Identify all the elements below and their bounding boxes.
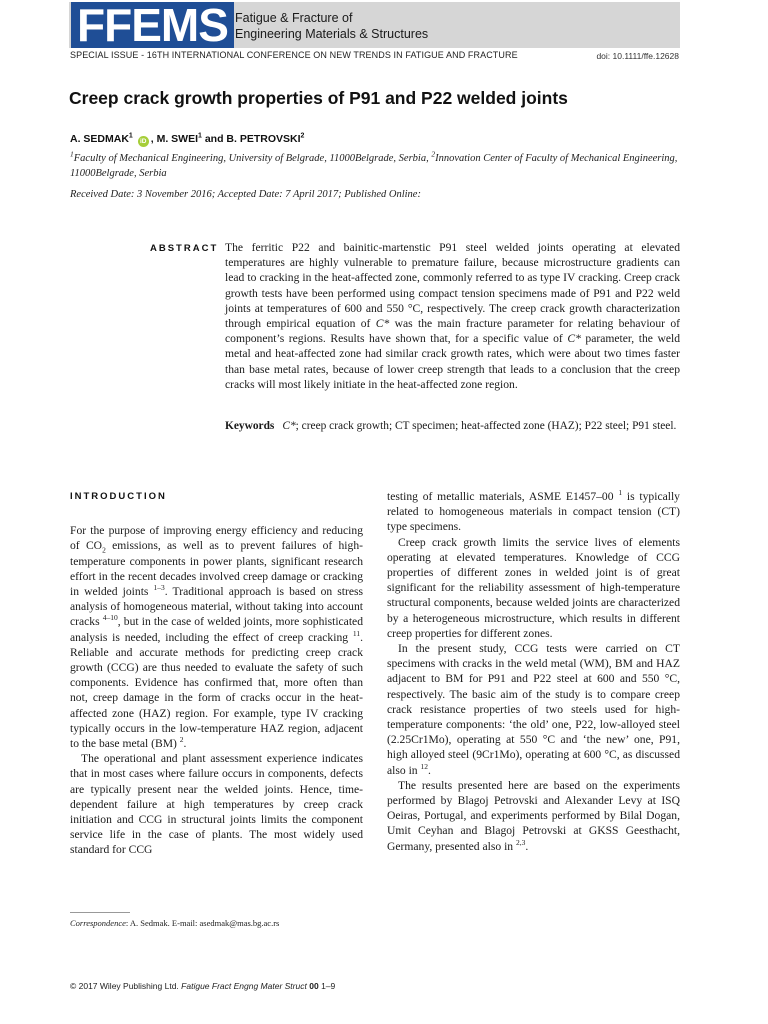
intro-paragraph-4	[387, 641, 680, 778]
journal-name-line1: Fatigue & Fracture of	[235, 11, 353, 25]
left-column	[70, 489, 363, 858]
keyword-c-star: C*	[282, 420, 296, 432]
c-star: C*	[567, 332, 581, 346]
text-run: , but in the case of welded joints, more sophisticated analysis is needed, including the effect of creep cracking	[70, 615, 363, 644]
text-run: is typically related to homogeneous materials in compact tension (CT) type specimens.	[387, 490, 680, 534]
abstract-part-1: The ferritic P22 and bainitic-martenstic P91 steel welded joints operating at elevated temperatures are highly vulnerable to premature failure, because microstructure gradients can lead to cracking in the heat-affected zone, commonly referred to as type IV cracking. Creep crack growth tests have been performed using compact tension specimens made of P91 and P22 weld joints at temperatures of 600 and 550 °C, respectively. The creep crack growth characterization through empirical equation of	[225, 241, 680, 331]
keywords-label: Keywords	[225, 420, 275, 432]
affil-marker-2: 2	[431, 149, 436, 159]
citation-ref[interactable]: 2	[179, 735, 184, 745]
intro-paragraph-2-continued	[387, 489, 680, 535]
author-petrovski-affil: 2	[300, 132, 305, 140]
intro-paragraph-3: Creep crack growth limits the service lives of elements operating at elevated temperatures. Knowledge of CCG properties of different zones in welded joint is of great significant for the reliability assessment of high-temperature structural components, because welded joints are characterized by a heterogeneous microstructure, which results in different creep properties for different zones.	[387, 535, 680, 640]
intro-paragraph-5	[387, 778, 680, 854]
abstract-part-2: was the main fracture parameter for relating behaviour of component’s regions. Results have shown that, for a specific value of	[225, 317, 680, 346]
text-run: For the purpose of improving energy efficiency and reducing of CO	[70, 524, 363, 553]
abstract-part-3: parameter, the weld metal and heat-affected zone had similar crack growth rates, which were about two times faster than base metal rates, because of lower creep strength that leads to a conclusion that the creep cracks will most likely initiate in the heat-affected zone region.	[225, 332, 680, 391]
affiliations	[70, 151, 680, 181]
author-petrovski: and B. PETROVSKI	[201, 133, 301, 145]
author-sedmak: A. SEDMAK	[70, 133, 129, 145]
footer-volume: 00	[309, 981, 319, 991]
text-run: The results presented here are based on the experiments performed by Blagoj Petrovski and Alexander Levy at ISQ Oeiras, Portugal, and experiments performed by Bilal Dogan, Umit Ceyhan and Blagoj Petrovski at GKSS Geesthacht, Germany, presented also in	[387, 778, 680, 853]
publication-dates: Received Date: 3 November 2016; Accepted Date: 7 April 2017; Published Online:	[70, 189, 421, 200]
text-run: . Traditional approach is based on stress analysis of homogeneous material, without taking into account cracks	[70, 585, 364, 629]
author-swei-affil: 1	[198, 132, 202, 140]
orcid-icon[interactable]: iD	[138, 136, 149, 147]
author-list	[70, 133, 304, 147]
citation-ref[interactable]: 11	[352, 628, 361, 638]
journal-name	[235, 10, 428, 42]
journal-name-line2: Engineering Materials & Structures	[235, 27, 429, 41]
text-run: .	[525, 839, 529, 853]
text-run: In the present study, CCG tests were carried on CT specimens with cracks in the weld metal (WM), BM and HAZ adjacent to BM for P91 and P22 steel at 600 and 550 °C, respectively. The basic aim of the study is to compare creep crack resistance properties of two steels used for high-temperature components: ‘the old’ one, P22, low-alloyed steel (2.25Cr1Mo), operating at 550 °C and ‘the new’ one, P91, high alloyed steel (9Cr1Mo), operating at 600 °C, as discussed also in	[387, 642, 680, 777]
author-swei: , M. SWEI	[150, 133, 198, 145]
intro-paragraph-1	[70, 523, 363, 751]
affil-1: Faculty of Mechanical Engineering, University of Belgrade, 11000Belgrade, Serbia,	[73, 153, 432, 164]
subscript: 2	[102, 545, 106, 555]
right-column	[387, 489, 680, 854]
citation-ref[interactable]: 2,3	[516, 837, 526, 847]
correspondence-label: Correspondence	[70, 918, 126, 928]
keywords	[225, 419, 680, 434]
section-heading-introduction: INTRODUCTION	[70, 491, 167, 502]
footer-journal: Fatigue Fract Engng Mater Struct	[181, 981, 307, 991]
abstract-label: ABSTRACT	[150, 243, 219, 254]
author-sedmak-affil: 1	[128, 132, 133, 140]
correspondence	[70, 918, 279, 928]
footer-copyright: © 2017 Wiley Publishing Ltd.	[70, 981, 179, 991]
text-run: .	[428, 763, 431, 777]
citation-ref[interactable]: 4–10	[102, 613, 118, 623]
affil-2: Innovation Center of Faculty of Mechanical Engineering, 11000Belgrade, Serbia	[70, 153, 678, 179]
page-footer	[70, 981, 335, 991]
c-star: C*	[375, 317, 390, 331]
text-run: emissions, as well as to prevent failures of high-temperature components in power plants, significant research effort in the recent decades involved creep damage or cracking in welded joints	[70, 539, 363, 599]
footer-pages: 1–9	[321, 981, 336, 991]
journal-banner	[69, 0, 680, 51]
citation-ref[interactable]: 1–3	[153, 583, 165, 593]
journal-logo: FFEMS	[71, 2, 234, 48]
paper-title: Creep crack growth properties of P91 and P22 welded joints	[69, 88, 568, 108]
keywords-text: ; creep crack growth; CT specimen; heat-affected zone (HAZ); P22 steel; P91 steel.	[295, 420, 677, 432]
text-run: .	[183, 737, 187, 751]
correspondence-text: : A. Sedmak. E-mail: asedmak@mas.bg.ac.rs	[125, 918, 280, 928]
citation-ref[interactable]: 1	[618, 488, 623, 498]
abstract-text	[225, 240, 680, 392]
affil-marker-1: 1	[70, 149, 74, 159]
intro-paragraph-2: The operational and plant assessment experience indicates that in most cases where failure occurs in components, defects are typically present near the welded joints. Hence, time-dependent failure at high temperatures by creep crack initiation and CCG in structural joints limits the component service life in the case of plants. The most widely used standard for CCG	[70, 752, 363, 857]
citation-ref[interactable]: 12	[420, 761, 428, 771]
doi: doi: 10.1111/ffe.12628	[596, 51, 679, 61]
footnote-divider	[70, 912, 130, 913]
special-issue-line: SPECIAL ISSUE - 16TH INTERNATIONAL CONFERENCE ON NEW TRENDS IN FATIGUE AND FRACTURE	[70, 50, 518, 60]
text-run: . Reliable and accurate methods for predicting creep crack growth (CCG) are thus needed to evaluate the safety of such components. Evidence has confirmed that, more often than not, creep damage in the form of cracks occur in the heat-affected zone (HAZ) region. For example, type IV cracking typically occurs in the low-temperature HAZ region, adjacent to the base metal (BM)	[70, 630, 363, 751]
text-run: testing of metallic materials, ASME E1457–00	[387, 490, 619, 503]
